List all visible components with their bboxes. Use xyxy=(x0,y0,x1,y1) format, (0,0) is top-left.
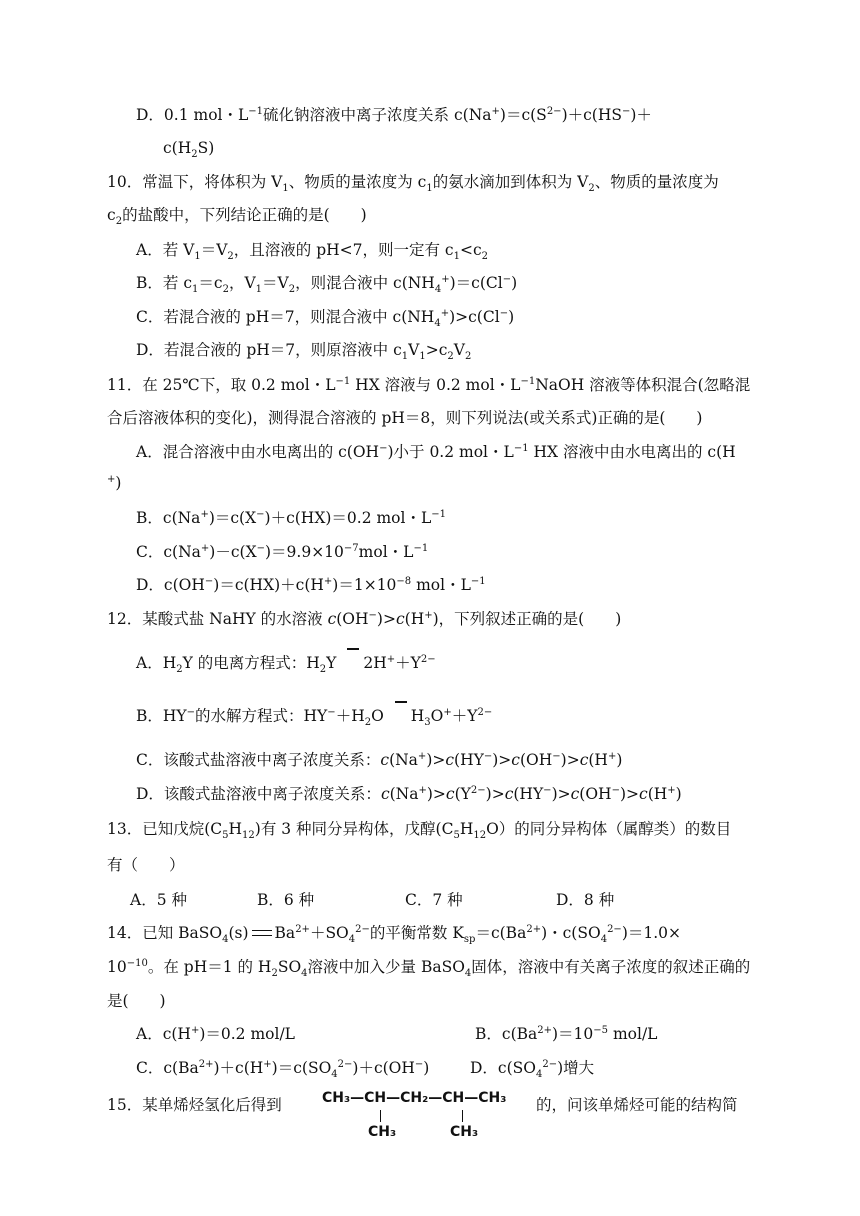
q11-option-a: A．混合溶液中由水电离出的 c(OH−)小于 0.2 mol・$L^{-1}$ HX 溶液中由水电离出的 c(H xyxy=(136,442,736,461)
q13-stem-cont: 有（ ） xyxy=(107,856,185,874)
q13-option-d: D．8 种 xyxy=(556,891,615,909)
q15-stem-cont: 的，问该单烯烃可能的结构简 xyxy=(536,1096,738,1114)
q10-option-a: A．若 $V_1=V_2$，且溶液的 pH<7，则一定有 $c_1<c_2$ xyxy=(136,241,489,263)
q13-option-a: A．5 种 xyxy=(130,891,187,909)
q13-option-c: C．7 种 xyxy=(405,891,463,909)
q14-option-d: D．$c(SO_4^{2-})$增大 xyxy=(470,1058,595,1081)
q14-option-a: A．c(H+)＝0.2 mol/L xyxy=(136,1024,295,1043)
q13-option-b: B．6 种 xyxy=(257,891,315,909)
equilibrium-arrow-icon xyxy=(249,927,275,941)
q14-stem-cont: $10^{-10}$。在 pH＝1 的 $H_2SO_4$溶液中加入少量 BaSO$_4$固体，溶液中有关离子浓度的叙述正确的 xyxy=(107,957,751,980)
q14-stem: 14．已知 BaSO$_4$(s) $Ba^{2+}+SO_4^{2-}$的平衡常数 $K_{sp}=c(Ba^{2+})$・$c(SO_4^{2-})=1.0\times$ xyxy=(107,923,681,946)
structural-formula xyxy=(322,1088,522,1146)
q12-stem: 12．某酸式盐 NaHY 的水溶液 c(OH−)>c(H+)，下列叙述正确的是( ) xyxy=(107,609,622,628)
q14-option-c: C．$c(Ba^{2+})+c(H^+)=c(SO_4^{2-})+c(OH^-)$ xyxy=(136,1058,430,1081)
q10-option-c: C．若混合液的 pH＝7，则混合液中 $c(NH_4^+)>c(Cl^-)$ xyxy=(136,307,515,330)
q9-option-d: D．0.1 mol・$L^{-1}$硫化钠溶液中离子浓度关系 $c(Na^+)=c(S^{2-})+c(HS^-)+$ xyxy=(136,105,652,124)
branch-methyl-1: CH₃ xyxy=(368,1124,397,1140)
q11-option-c: C．$c(Na^+)-c(X^-)=9.9\times 10^{-7}mol$・$L^{-1}$ xyxy=(136,542,429,561)
q14-stem-cont2: 是( ) xyxy=(107,992,166,1010)
bond-1 xyxy=(380,1110,381,1122)
q9-option-d-cont: $c(H_2S)$ xyxy=(163,139,215,161)
q12-option-b: B．HY−的水解方程式：$HY^-+H_2O$ $H_3O^++Y^{2-}$ xyxy=(136,706,493,729)
q10-stem: 10．常温下，将体积为 $V_1$、物质的量浓度为 $c_1$的氨水滴加到体积为 $V_2$、物质的量浓度为 xyxy=(107,173,719,195)
q13-stem: 13．已知戊烷$(C_5H_{12})$有 3 种同分异构体，戊醇$(C_5H_{12}O)$的同分异构体（属醇类）的数目 xyxy=(107,820,732,842)
q12-option-a: A．$H_2Y$ 的电离方程式：$H_2Y$ $2H^++Y^{2-}$ xyxy=(136,653,436,676)
q10-option-d: D．若混合液的 pH＝7，则原溶液中 $c_1V_1>c_2V_2$ xyxy=(136,341,472,363)
q11-option-d: D．$c(OH^-)=c(HX)+c(H^+)=1\times 10^{-8}$ mol・$L^{-1}$ xyxy=(136,575,486,594)
branch-methyl-2: CH₃ xyxy=(450,1124,479,1140)
q11-option-a-cont: +) xyxy=(107,473,122,492)
main-chain: CH₃—CH—CH₂—CH—CH₃ xyxy=(322,1090,507,1106)
q10-stem-cont: $c_2$的盐酸中，下列结论正确的是( ) xyxy=(107,206,367,228)
q11-stem-cont: 合后溶液体积的变化)，测得混合溶液的 pH＝8，则下列说法(或关系式)正确的是( ) xyxy=(107,409,703,427)
q12-option-d: D．该酸式盐溶液中离子浓度关系：$c(Na^+)>c(Y^{2-})>c(HY^-)>c(OH^-)>c(H^+)$ xyxy=(136,784,682,803)
q11-option-b: B．c(Na+)＝c(X−)＋c(HX)＝0.2 mol・$L^{-1}$ xyxy=(136,508,447,527)
q14-option-b: B．$c(Ba^{2+})=10^{-5}$ mol/L xyxy=(475,1024,658,1043)
q10-option-b: B．若 $c_1=c_2$，$V_1=V_2$，则混合液中 $c(NH_4^+)=c(Cl^-)$ xyxy=(136,273,518,296)
q12-option-c: C．该酸式盐溶液中离子浓度关系：c(Na+)>c(HY−)>c(OH−)>c(H+) xyxy=(136,750,623,769)
q15-stem: 15．某单烯烃氢化后得到 xyxy=(107,1096,282,1114)
q11-stem: 11．在 25℃下，取 0.2 mol・$L^{-1}$ HX 溶液与 0.2 mol・$L^{-1}NaOH$ 溶液等体积混合(忽略混 xyxy=(107,375,751,394)
bond-2 xyxy=(462,1110,463,1122)
